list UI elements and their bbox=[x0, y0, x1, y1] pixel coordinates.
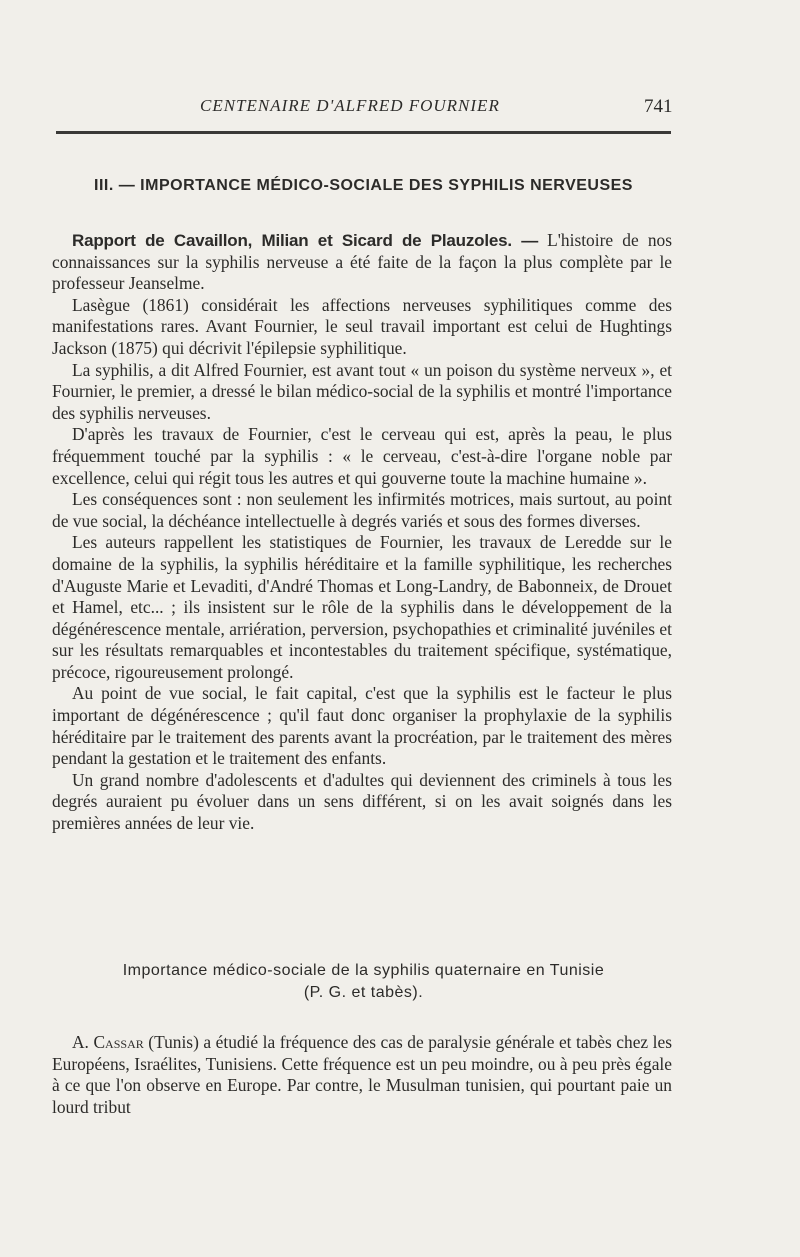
paragraph: D'après les travaux de Fournier, c'est le cerveau qui est, après la peau, le plus fréquemment touché par la syphilis : « le cerveau, c'est-à-dire l'organe noble par excellence, celui qui régit tous les autres et qui gouverne toute la machine humaine ». bbox=[52, 424, 672, 488]
subsection-title-line2: (P. G. et tabès). bbox=[303, 984, 424, 1001]
article-lead: Rapport de Cavaillon, Milian et Sicard de Plauzoles. — bbox=[72, 231, 539, 250]
page-number: 741 bbox=[644, 96, 673, 117]
paragraph: Lasègue (1861) considérait les affections nerveuses syphilitiques comme des manifestations rares. Avant Fournier, le seul travail important est celui de Hughtings Jackson (1875) qui décrivit l'épilepsie syphilitique. bbox=[52, 294, 672, 358]
author-name: Cassar bbox=[93, 1032, 144, 1052]
header-rule bbox=[56, 131, 671, 134]
paragraph: Au point de vue social, le fait capital, c'est que la syphilis est le facteur le plus important de dégénérescence ; qu'il faut donc organiser la prophylaxie de la syphilis héréditaire par le traitement des parents avant la procréation, par le traitement des mères pendant la gestation et le traitement des enfants. bbox=[52, 683, 672, 769]
paragraph bbox=[52, 1032, 672, 1118]
paragraph-text: (Tunis) a étudié la fréquence des cas de paralysie générale et tabès chez les Européens, Israélites, Tunisiens. Cette fréquence est un peu moindre, ou à peu près égale à ce que l'on observe en Europe. Par contre, le Musulman tunisien, qui pourtant paie un lourd tribut bbox=[52, 1032, 672, 1117]
article-body bbox=[52, 230, 672, 835]
paragraph: Les auteurs rappellent les statistiques de Fournier, les travaux de Leredde sur le domaine de la syphilis, la syphilis héréditaire et la famille syphilitique, les recherches d'Auguste Marie et Levaditi, d'André Thomas et Long-Landry, de Babonneix, de Drouet et Hamel, etc... ; ils insistent sur le rôle de la syphilis dans le développement de la dégénérescence mentale, arriération, perversion, psychopathies et criminalité juvéniles et sur les résultats remarquables et incontestables du traitement spécifique, systématique, précoce, rigoureusement prolongé. bbox=[52, 532, 672, 682]
section-title: III. — IMPORTANCE MÉDICO-SOCIALE DES SYPHILIS NERVEUSES bbox=[94, 177, 633, 194]
paragraph: La syphilis, a dit Alfred Fournier, est avant tout « un poison du système nerveux », et Fournier, le premier, a dressé le bilan médico-social de la syphilis et montré l'importance des syphilis nerveuses. bbox=[52, 359, 672, 423]
paragraph: Les conséquences sont : non seulement les infirmités motrices, mais surtout, au point de vue social, la déchéance intellectuelle à degrés variés et sous des formes diverses. bbox=[52, 489, 672, 531]
paragraph: Un grand nombre d'adolescents et d'adultes qui deviennent des criminels à tous les degrés auraient pu évoluer dans un sens différent, si on les avait soignés dans les premières années de leur vie. bbox=[52, 769, 672, 834]
running-title: CENTENAIRE D'ALFRED FOURNIER bbox=[200, 96, 500, 115]
paragraph bbox=[52, 230, 672, 295]
subsection-title bbox=[56, 960, 671, 1004]
paragraph-text: L'histoire de nos connaissances sur la syphilis nerveuse a été faite de la façon la plus complète par le professeur Jeanselme. bbox=[52, 230, 672, 294]
subsection-title-line1: Importance médico-sociale de la syphilis quaternaire en Tunisie bbox=[122, 962, 605, 979]
article-body-2 bbox=[52, 1032, 672, 1118]
author-initial: A. bbox=[72, 1032, 94, 1052]
